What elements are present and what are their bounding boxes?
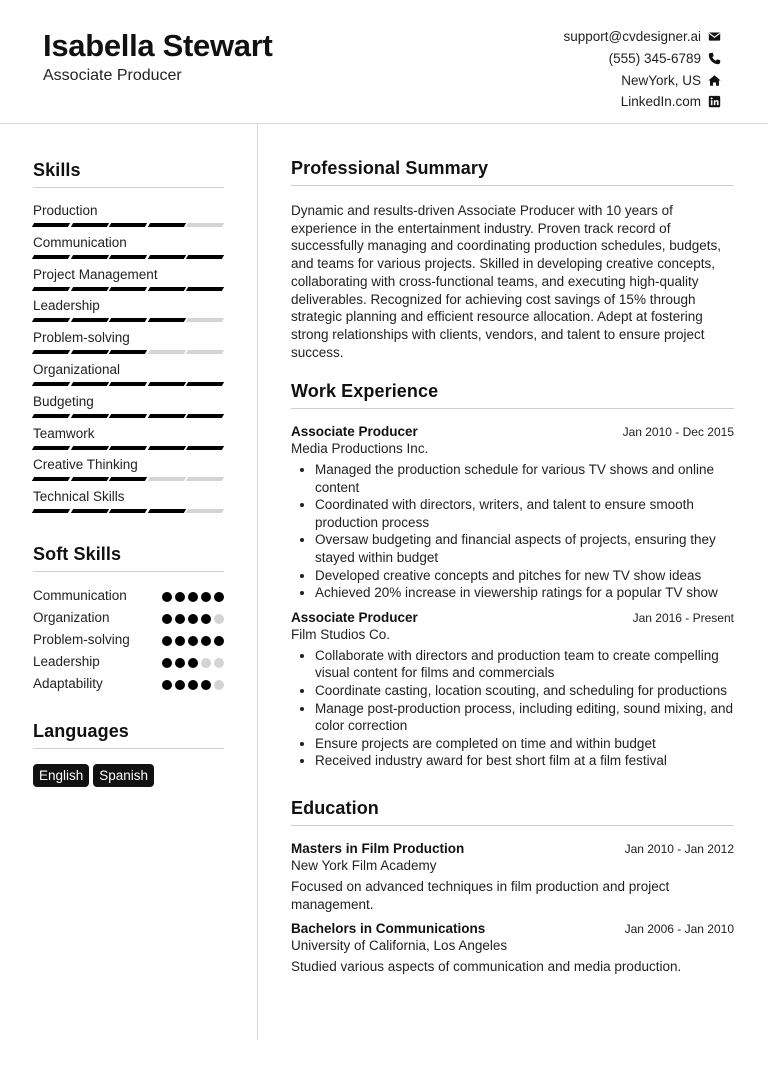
skill-level-segment: [32, 477, 70, 481]
contact-email-text: support@cvdesigner.ai: [563, 29, 701, 45]
rating-dot: [201, 680, 211, 690]
skill-level-segment: [32, 382, 70, 386]
skill-level-segment: [148, 477, 186, 481]
rating-dot: [214, 636, 224, 646]
language-tag: English: [33, 764, 89, 787]
skill-level-bar: [33, 414, 223, 418]
skill-name: Budgeting: [33, 393, 94, 409]
skill-level-segment: [148, 287, 186, 291]
skill-level-bar: [33, 287, 223, 291]
skill-level-segment: [32, 350, 70, 354]
skill-level-segment: [148, 509, 186, 513]
rating-dot: [188, 614, 198, 624]
skill-level-segment: [70, 509, 108, 513]
soft-skills-section: [33, 544, 224, 697]
skill-name: Production: [33, 203, 98, 218]
education-entry: [291, 921, 734, 976]
skill-name: Project Management: [33, 266, 158, 282]
rating-dot: [214, 680, 224, 690]
soft-skill-name: Communication: [33, 588, 127, 603]
skill-level-segment: [186, 318, 224, 322]
candidate-role: Associate Producer: [43, 67, 182, 84]
soft-skill-rating: [162, 658, 224, 668]
skill-level-segment: [32, 446, 70, 450]
rating-dot: [201, 658, 211, 668]
job-bullet: • Coordinated with directors, writers, and talent to ensure smooth production process: [315, 496, 734, 531]
skill-level-segment: [109, 446, 147, 450]
education-section: [291, 798, 734, 976]
education-description: Studied various aspects of communication and media production.: [291, 959, 682, 975]
skill-level-segment: [186, 414, 224, 418]
skill-level-segment: [186, 477, 224, 481]
school-name: New York Film Academy: [291, 858, 437, 873]
skill-name: Problem-solving: [33, 330, 130, 346]
job-bullet: • Developed creative concepts and pitches for new TV show ideas: [315, 567, 734, 585]
job-bullet: • Coordinate casting, location scouting, and scheduling for productions: [315, 682, 734, 700]
soft-skill-item: [33, 609, 224, 631]
skill-level-segment: [32, 318, 70, 322]
job-bullets: [291, 461, 734, 602]
skill-level-segment: [32, 287, 70, 291]
rating-dot: [214, 658, 224, 668]
job-title: Associate Producer: [291, 424, 418, 439]
rating-dot: [201, 614, 211, 624]
skill-name: Technical Skills: [33, 489, 125, 505]
resume-header: [0, 0, 768, 124]
job-date: Jan 2010 - Dec 2015: [622, 425, 734, 439]
skill-level-segment: [148, 414, 186, 418]
skill-level-segment: [70, 287, 108, 291]
education-entry: [291, 841, 734, 913]
rating-dot: [175, 680, 185, 690]
skill-level-segment: [32, 223, 70, 227]
job-bullet: • Ensure projects are completed on time and within budget: [315, 735, 734, 753]
languages-title: Languages: [33, 721, 224, 749]
skill-item: [33, 489, 224, 521]
school-name: University of California, Los Angeles: [291, 938, 508, 954]
skill-item: [33, 457, 224, 489]
contact-email[interactable]: [563, 26, 721, 48]
job-company: Media Productions Inc.: [291, 441, 429, 456]
job-entry: [291, 424, 734, 602]
column-divider: [257, 124, 258, 1040]
degree-title: Bachelors in Communications: [291, 921, 486, 937]
job-bullets: [291, 647, 734, 770]
skill-level-segment: [109, 350, 147, 354]
skill-level-segment: [109, 318, 147, 322]
education-description: Focused on advanced techniques in film production and project management.: [291, 879, 670, 912]
skill-level-segment: [186, 350, 224, 354]
job-title: Associate Producer: [291, 609, 418, 625]
rating-dot: [175, 636, 185, 646]
skill-level-segment: [186, 255, 224, 259]
skill-level-segment: [32, 414, 70, 418]
rating-dot: [188, 636, 198, 646]
skills-list: [33, 203, 224, 521]
experience-title: Work Experience: [291, 381, 734, 409]
job-entry: [291, 610, 734, 770]
contact-phone-text: (555) 345-6789: [608, 51, 701, 67]
skills-title: Skills: [33, 160, 224, 188]
rating-dot: [162, 680, 172, 690]
job-date: Jan 2016 - Present: [632, 610, 734, 625]
soft-skill-rating: [162, 614, 224, 624]
skill-level-segment: [186, 446, 224, 450]
soft-skill-rating: [162, 592, 224, 602]
skill-level-segment: [109, 382, 147, 386]
rating-dot: [162, 658, 172, 668]
soft-skill-rating: [162, 636, 224, 646]
skill-level-segment: [70, 318, 108, 322]
envelope-icon: [707, 30, 721, 44]
skill-level-segment: [148, 382, 186, 386]
job-bullet: • Achieved 20% increase in viewership ratings for a popular TV show: [315, 584, 734, 602]
skill-level-segment: [70, 350, 108, 354]
soft-skill-rating: [162, 680, 224, 690]
skill-level-segment: [186, 509, 224, 513]
skill-level-segment: [70, 477, 108, 481]
skill-level-segment: [32, 509, 70, 513]
rating-dot: [162, 614, 172, 624]
rating-dot: [214, 592, 224, 602]
skill-level-segment: [32, 255, 70, 259]
skill-item: [33, 362, 224, 394]
rating-dot: [214, 614, 224, 624]
skill-level-segment: [186, 382, 224, 386]
skill-level-bar: [33, 509, 223, 513]
skill-name: Leadership: [33, 298, 100, 314]
rating-dot: [162, 636, 172, 646]
soft-skill-item: [33, 675, 224, 697]
skill-item: [33, 394, 224, 426]
skill-level-bar: [33, 382, 223, 386]
skill-item: [33, 203, 224, 235]
rating-dot: [175, 658, 185, 668]
skill-level-segment: [70, 255, 108, 259]
skill-item: [33, 267, 224, 299]
job-bullet: • Manage post-production process, including editing, sound mixing, and color correction: [315, 700, 734, 735]
job-company: Film Studios Co.: [291, 626, 391, 642]
linkedin-icon: [707, 95, 721, 109]
skill-level-bar: [33, 477, 223, 481]
skill-level-segment: [148, 350, 186, 354]
rating-dot: [188, 592, 198, 602]
rating-dot: [201, 636, 211, 646]
job-bullet: • Received industry award for best short film at a film festival: [315, 752, 734, 770]
degree-title: Masters in Film Production: [291, 841, 465, 856]
contact-location-text: NewYork, US: [621, 72, 701, 88]
rating-dot: [201, 592, 211, 602]
summary-section: [291, 158, 734, 361]
summary-title: Professional Summary: [291, 158, 734, 186]
skill-level-segment: [186, 223, 224, 227]
skill-level-segment: [109, 287, 147, 291]
skill-name: Organizational: [33, 361, 121, 377]
soft-skill-item: [33, 653, 224, 675]
skill-level-segment: [109, 477, 147, 481]
skill-level-segment: [148, 446, 186, 450]
languages-list: [33, 764, 224, 787]
soft-skills-title: Soft Skills: [33, 544, 224, 572]
skill-level-bar: [33, 446, 223, 450]
soft-skill-name: Organization: [33, 610, 110, 625]
rating-dot: [175, 614, 185, 624]
soft-skill-item: [33, 587, 224, 609]
phone-icon: [707, 52, 721, 66]
skill-level-segment: [186, 287, 224, 291]
skill-level-segment: [148, 255, 186, 259]
language-tag: Spanish: [93, 764, 154, 787]
skill-level-bar: [33, 350, 223, 354]
skill-level-segment: [109, 414, 147, 418]
candidate-name: Isabella Stewart: [43, 28, 273, 63]
skill-name: Teamwork: [33, 425, 95, 441]
skill-level-segment: [109, 223, 147, 227]
experience-section: [291, 381, 734, 770]
soft-skill-item: [33, 631, 224, 653]
skills-section: [33, 160, 224, 521]
soft-skill-name: Leadership: [33, 654, 100, 669]
skill-level-segment: [70, 446, 108, 450]
education-date: Jan 2006 - Jan 2010: [624, 922, 734, 937]
soft-skill-name: Adaptability: [33, 676, 103, 691]
skill-level-segment: [70, 382, 108, 386]
contact-linkedin-text: LinkedIn.com: [620, 94, 701, 110]
job-bullet: • Collaborate with directors and production team to create compelling visual content for films and commercials: [315, 647, 734, 682]
rating-dot: [188, 658, 198, 668]
job-bullet: • Oversaw budgeting and financial aspects of projects, ensuring they stayed within budget: [315, 531, 734, 566]
rating-dot: [162, 592, 172, 602]
skill-level-segment: [109, 509, 147, 513]
contact-linkedin[interactable]: [563, 91, 721, 113]
skill-item: [33, 330, 224, 362]
job-bullet: • Managed the production schedule for various TV shows and online content: [315, 461, 734, 496]
rating-dot: [188, 680, 198, 690]
skill-item: [33, 235, 224, 267]
education-date: Jan 2010 - Jan 2012: [624, 842, 734, 856]
soft-skills-list: [33, 587, 224, 697]
skill-level-bar: [33, 223, 223, 227]
skill-item: [33, 298, 224, 330]
skill-level-bar: [33, 255, 223, 259]
contact-phone[interactable]: [563, 48, 721, 70]
skill-level-bar: [33, 318, 223, 322]
contact-location: [563, 69, 721, 91]
skill-name: Communication: [33, 234, 127, 250]
soft-skill-name: Problem-solving: [33, 632, 130, 647]
summary-text: Dynamic and results-driven Associate Producer with 10 years of experience in the entertainment industry. Proven track record of successfully managing and coordinating production schedules, budgets, and teams for various projects. Skilled in developing creative concepts, collaborating with cross-functional teams, and executing high-quality deliverables. Recognized for achieving cost savings of 15% through strategic planning and efficient resource allocation. Adept at fostering strong relationships with clients, vendors, and talent to ensure project success.: [291, 203, 722, 360]
education-title: Education: [291, 798, 734, 826]
languages-section: [33, 721, 224, 787]
skill-level-segment: [109, 255, 147, 259]
skill-level-segment: [148, 223, 186, 227]
contact-list: [563, 26, 721, 113]
skill-name: Creative Thinking: [33, 457, 138, 473]
home-icon: [707, 73, 721, 87]
skill-level-segment: [148, 318, 186, 322]
skill-level-segment: [70, 414, 108, 418]
rating-dot: [175, 592, 185, 602]
skill-item: [33, 426, 224, 458]
skill-level-segment: [70, 223, 108, 227]
